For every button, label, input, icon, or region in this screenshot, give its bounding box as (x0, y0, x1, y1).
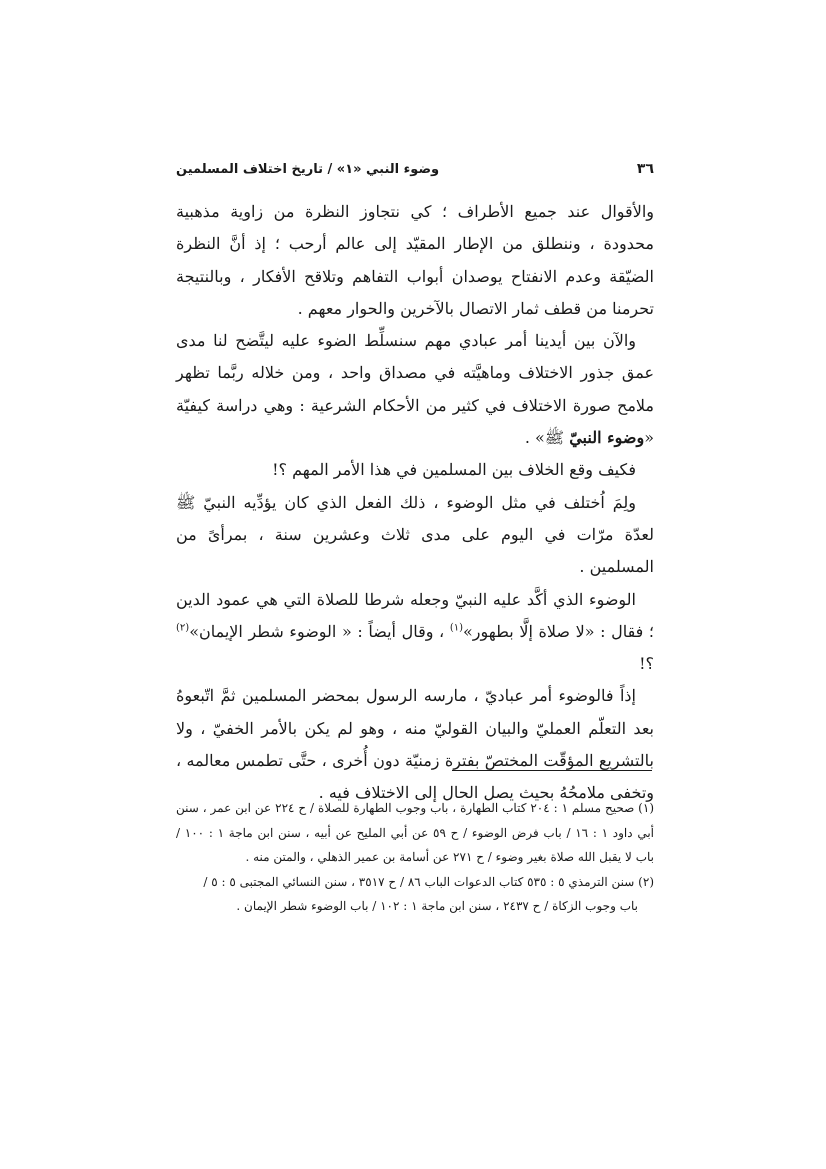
main-text (176, 196, 654, 810)
footnote-ref-2[interactable]: (٢) (176, 622, 190, 634)
footnote-divider (452, 770, 652, 771)
footnote-ref-1[interactable]: (١) (449, 622, 463, 634)
footnote-2-line-2: باب وجوب الزكاة / ح ٢٤٣٧ ، سنن ابن ماجة ١ : ١٠٢ / باب الوضوء شطر الإيمان . (236, 899, 638, 914)
paragraph-6: إذاً فالوضوء أمر عباديّ ، مارسه الرسول بمحضر المسلمين ثمَّ اتّبعوهُ بعد التعلّم العمليّ والبيان القوليّ منه ، وهو لم يكن بالأمر الخفيّ ، ولا بالتشريع المؤقّت المختصّ بفترة زمنيّة دون أُخرى ، حتَّى تطمس معالمه ، وتخفى ملامحُهُ بحيث يصل الحال إلى الاختلاف فيه . (176, 686, 654, 803)
running-header (176, 156, 654, 182)
footnote-2-line-1: (٢) سنن الترمذي ٥ : ٥٣٥ كتاب الدعوات الباب ٨٦ / ح ٣٥١٧ ، سنن النسائي المجتبى ٥ : ٥ / (203, 874, 654, 889)
paragraph-2 (176, 325, 654, 454)
page-number: ٣٦ (636, 161, 654, 177)
paragraph-3: فكيف وقع الخلاف بين المسلمين في هذا الأمر المهم ؟! (272, 460, 636, 480)
paragraph-2-bold: وضوء النبيّ (569, 428, 645, 448)
running-title: وضوء النبي «١» / تاريخ اختلاف المسلمين (176, 161, 440, 177)
footnotes (176, 796, 654, 919)
paragraph-2-end: ﷺ» . (524, 428, 570, 448)
footnote-1: (١) صحيح مسلم ١ : ٢٠٤ كتاب الطهارة ، باب وجوب الطهارة للصلاة / ح ٢٢٤ عن ابن عمر ، سنن أبي داود ١ : ١٦ / باب فرض الوضوء / ح ٥٩ عن أبي المليح عن أبيه ، سنن ابن ماجة ١ : ١٠٠ / باب لا يقبل الله صلاة بغير وضوء / ح ٢٧١ عن أسامة بن عمير الذهلي ، والمتن منه . (176, 801, 655, 865)
paragraph-5-text-b: ، وقال أيضاً : « الوضوء شطر الإيمان» (189, 621, 450, 641)
paragraph-5 (176, 584, 654, 681)
paragraph-5-text-a: الوضوء الذي أكَّد عليه النبيّ وجعله شرطا للصلاة التي هي عمود الدين ؛ فقال : «لا صلاة إلَّا بطهور» (176, 589, 655, 641)
paragraph-1: والأقوال عند جميع الأطراف ؛ كي نتجاوز النظرة من زاوية مذهبية محدودة ، وننطلق من الإطار المقيّد إلى عالم أرحب ؛ إذ أنَّ النظرة الضيّقة وعدم الانفتاح يوصدان أبواب التفاهم وتلاقح الأفكار ، وبالنتيجة تحرمنا من قطف ثمار الاتصال بالآخرين والحوار معهم . (176, 202, 654, 318)
paragraph-5-text-c: ؟! (639, 654, 654, 674)
paragraph-4: ولِمَ اُختلف في مثل الوضوء ، ذلك الفعل الذي كان يؤدِّيه النبيّ ﷺ لعدّة مرّات في اليوم على مدى ثلاث وعشرين سنة ، بمرأىً من المسلمين . (176, 492, 654, 577)
paragraph-2-text: والآن بين أيدينا أمر عبادي مهم سنسلِّط الضوء عليه ليتَّضح لنا مدى عمق جذور الاختلاف وماهيَّته في مصداق واحد ، ومن خلاله ربَّما تظهر ملامح صورة الاختلاف في كثير من الأحكام الشرعية : وهي دراسة كيفيّة « (176, 331, 655, 448)
